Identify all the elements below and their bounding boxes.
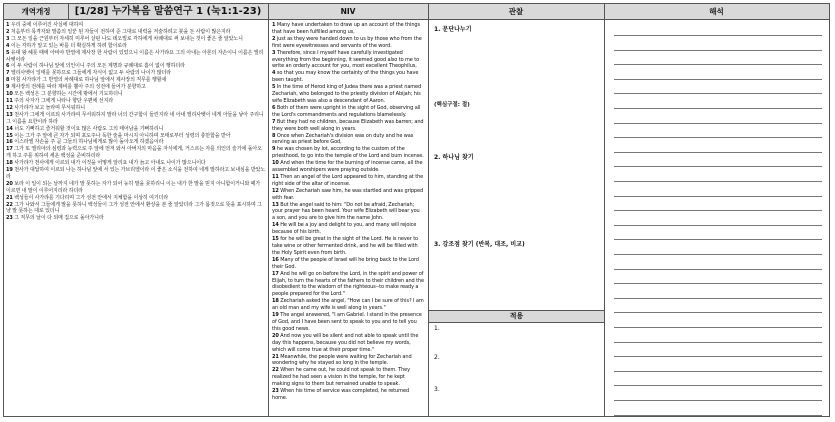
korean-verse-text: 그 직무의 날이 다 되매 집으로 돌아가니라 <box>12 215 104 222</box>
divider-korean-niv <box>268 4 269 416</box>
niv-verse <box>272 105 424 119</box>
niv-verse-number: 22 <box>272 367 279 374</box>
niv-verse-text: for he will be great in the sight of the Lord. He is never to take wine or other fermented drink, and he will be filled with the Holy Spirit even from birth. <box>272 236 419 256</box>
korean-verse-text: 이는 그가 주 앞에 큰 자가 되며 포도주나 독한 술을 마시지 아니하며 모태로부터 성령의 충만함을 받아 <box>12 132 231 139</box>
niv-verse <box>272 188 424 202</box>
korean-verse-number: 2 <box>6 28 10 35</box>
niv-verse-number: 7 <box>272 118 276 125</box>
page-title: [1/28] 누가복음 말씀연구 1 (눅1:1-23) <box>68 4 268 20</box>
interpretation-line <box>614 254 822 255</box>
niv-verse-text: When Zechariah saw him, he was startled and was gripped with fear. <box>272 187 424 201</box>
korean-verse-number: 17 <box>6 146 13 153</box>
niv-verse-number: 13 <box>272 201 279 208</box>
niv-verse <box>272 160 424 174</box>
interpretation-line <box>614 64 822 65</box>
interpretation-line <box>614 400 822 401</box>
niv-verse-number: 6 <box>272 104 276 111</box>
niv-verse-number: 1 <box>272 22 276 28</box>
niv-verse <box>272 333 424 354</box>
korean-verse-number: 22 <box>6 201 13 208</box>
niv-verse <box>272 271 424 299</box>
niv-verse <box>272 36 424 50</box>
korean-verse-text: 백성들이 사가랴를 기다리며 그가 성전 안에서 지체함을 이상히 여기더라 <box>12 194 169 201</box>
korean-verse-text: 엘리사벳이 잉태를 못하므로 그들에게 자식이 없고 두 사람의 나이가 많더라 <box>9 70 171 77</box>
interpretation-line <box>614 166 822 167</box>
niv-verse-text: And now you will be silent and not able to speak until the day this happens, because you did not believe my words, which will come true at their proper time." <box>272 332 419 353</box>
korean-verse-text: 마침 사가랴가 그 반열의 차례대로 하나님 앞에서 제사장의 직무를 행할새 <box>9 77 167 84</box>
interpretation-line <box>614 371 822 372</box>
interpretation-line <box>614 283 822 284</box>
niv-verse <box>272 312 424 333</box>
observation-item-find-god: 2. 하나님 찾기 <box>434 154 474 161</box>
niv-verse-text: just as they were handed down to us by those who from the first were eyewitnesses and servants of the word. <box>272 35 422 49</box>
niv-verse <box>272 222 424 236</box>
korean-verse-text: 너도 기뻐하고 즐거워할 것이요 많은 사람도 그의 태어남을 기뻐하리니 <box>12 125 164 132</box>
interpretation-line <box>614 108 822 109</box>
niv-verse-number: 10 <box>272 160 279 167</box>
niv-verse <box>272 367 424 388</box>
interpretation-line <box>614 269 822 270</box>
niv-verse-number: 9 <box>272 146 276 153</box>
korean-verse <box>6 167 266 181</box>
niv-verse-number: 19 <box>272 312 279 319</box>
interpretation-line <box>614 93 822 94</box>
korean-verse-number: 18 <box>6 160 13 167</box>
interpretation-line <box>614 35 822 36</box>
application-item-1: 1. <box>434 325 440 332</box>
interpretation-line <box>614 385 822 386</box>
korean-verse <box>6 50 266 64</box>
korean-verse-text: 사가랴가 보고 놀라며 무서워하니 <box>12 104 85 111</box>
niv-verse-text: When his time of service was completed, he returned home. <box>272 388 410 401</box>
observation-keyword-verse: (핵심구절: 절) <box>434 102 470 108</box>
korean-verse <box>6 195 266 202</box>
niv-verse-number: 4 <box>272 70 276 77</box>
niv-verse-text: And when the time for the burning of incense came, all the assembled worshipers were praying outside. <box>272 160 423 174</box>
korean-verse-text: 이는 각하가 알고 있는 바를 더 확실하게 하려 함이로라 <box>9 42 127 49</box>
interpretation-line <box>614 181 822 182</box>
korean-verse-text: 보라 이 일이 되는 날까지 네가 말 못하는 자가 되어 능히 말을 못하리니 이는 내가 한 말을 믿지 아니함이거니와 때가 이르면 내 말이 이루어지리라 하더라 <box>6 180 261 194</box>
korean-verse-number: 11 <box>6 97 13 104</box>
korean-verse <box>6 112 266 126</box>
korean-verse-text: 그 모든 일을 근원부터 자세히 미루어 살핀 나도 데오빌로 각하에게 차례대로 써 보내는 것이 좋은 줄 알았노니 <box>9 35 243 42</box>
niv-verse-number: 3 <box>272 49 276 56</box>
korean-verse-text: 제사장의 전례를 따라 제비를 뽑아 주의 성전에 들어가 분향하고 <box>9 84 146 91</box>
niv-verse-text: The angel answered, "I am Gabriel. I stand in the presence of God, and I have been sent to speak to you and to tell you this good news. <box>272 312 422 332</box>
interpretation-line <box>614 312 822 313</box>
interpretation-line <box>614 210 822 211</box>
korean-verse-text: 모든 백성은 그 분향하는 시간에 밖에서 기도하더니 <box>12 91 123 98</box>
korean-verse-number: 21 <box>6 194 13 201</box>
niv-verse-number: 20 <box>272 332 279 339</box>
korean-verse-text: 이 두 사람이 하나님 앞에 의인이니 주의 모든 계명과 규례대로 흠이 없이 행하더라 <box>9 63 185 70</box>
niv-verse-number: 21 <box>272 353 279 360</box>
korean-text-column <box>6 22 266 222</box>
interpretation-line <box>614 356 822 357</box>
application-item-2: 2. <box>434 354 440 361</box>
niv-verse-number: 8 <box>272 132 276 139</box>
niv-verse <box>272 354 424 368</box>
korean-verse-number: 14 <box>6 125 13 132</box>
korean-verse <box>6 202 266 216</box>
korean-verse-number: 1 <box>6 22 10 28</box>
divider-title-left <box>68 4 69 20</box>
niv-verse-number: 11 <box>272 173 279 180</box>
niv-verse-text: Both of them were upright in the sight of God, observing all the Lord's commandments and regulations blamelessly. <box>272 104 421 118</box>
niv-verse <box>272 298 424 312</box>
niv-verse-number: 12 <box>272 187 279 194</box>
niv-verse-text: so that you may know the certainty of the things you have been taught. <box>272 70 419 84</box>
korean-verse-number: 6 <box>6 63 10 70</box>
observation-item-paragraphs: 1. 문단나누기 <box>434 26 472 33</box>
niv-verse <box>272 22 424 36</box>
korean-verse <box>6 181 266 195</box>
korean-verse <box>6 22 266 29</box>
korean-verse <box>6 91 266 98</box>
korean-verse-text: 천사가 그에게 이르되 사가랴여 무서워하지 말라 너의 간구함이 들린지라 네 아내 엘리사벳이 네게 아들을 낳아 주리니 그 이름을 요한이라 하라 <box>6 111 264 125</box>
korean-verse-number: 5 <box>6 49 10 56</box>
korean-verse-text: 그가 나와서 그들에게 말을 못하니 백성들이 그가 성전 안에서 환상을 본 줄 알았더라 그가 몸짓으로 뜻을 표시하며 그냥 말 못하는 대로 있더니 <box>6 201 262 215</box>
niv-verse-text: And he will go on before the Lord, in the spirit and power of Elijah, to turn the hearts of the fathers to their children and the disobedient to the wisdom of the righteous--to make ready a people prepared for the Lord." <box>272 270 425 298</box>
niv-verse-text: he was chosen by lot, according to the custom of the priesthood, to go into the temple of the Lord and burn incense. <box>272 146 424 160</box>
korean-verse-text: 천사가 대답하여 이르되 나는 하나님 앞에 서 있는 가브리엘이라 이 좋은 소식을 전하여 네게 말하라고 보내심을 받았노라 <box>6 167 266 180</box>
interpretation-line <box>614 239 822 240</box>
observation-item-emphasis: 3. 강조점 찾기 (반복, 대조, 비교) <box>434 241 525 248</box>
korean-verse <box>6 126 266 133</box>
interpretation-line <box>614 327 822 328</box>
korean-verse-number: 4 <box>6 42 10 49</box>
niv-verse <box>272 50 424 71</box>
niv-verse-number: 17 <box>272 270 279 277</box>
niv-verse-number: 23 <box>272 388 279 395</box>
interpretation-line <box>614 79 822 80</box>
interpretation-line <box>614 415 822 416</box>
korean-verse-number: 9 <box>6 84 10 91</box>
korean-verse-text: 우리 중에 이루어진 사실에 대하여 <box>9 22 84 28</box>
niv-verse <box>272 133 424 147</box>
korean-verse <box>6 36 266 43</box>
niv-verse-text: Zechariah asked the angel, "How can I be sure of this? I am an old man and my wife is well along in years." <box>272 298 424 312</box>
niv-verse-text: When he came out, he could not speak to them. They realized he had seen a vision in the temple, for he kept making signs to them but remained unable to speak. <box>272 367 411 388</box>
niv-text-column <box>272 22 424 402</box>
interpretation-line <box>614 137 822 138</box>
korean-verse <box>6 105 266 112</box>
interpretation-line <box>614 123 822 124</box>
korean-verse-number: 3 <box>6 35 10 42</box>
niv-verse-number: 5 <box>272 84 276 91</box>
korean-verse-text: 유대 왕 헤롯 때에 아비야 반열에 제사장 한 사람이 있었으니 이름은 사가랴요 그의 아내는 아론의 자손이니 이름은 엘리사벳이라 <box>6 49 264 63</box>
korean-verse <box>6 98 266 105</box>
niv-verse-text: Then an angel of the Lord appeared to him, standing at the right side of the altar of incense. <box>272 173 424 187</box>
niv-verse-text: Meanwhile, the people were waiting for Zechariah and wondering why he stayed so long in the temple. <box>272 353 412 367</box>
niv-verse-number: 2 <box>272 35 276 42</box>
korean-verse-number: 13 <box>6 111 13 118</box>
korean-verse <box>6 146 266 160</box>
worksheet <box>3 3 830 417</box>
niv-verse-number: 14 <box>272 222 279 229</box>
korean-verse <box>6 29 266 36</box>
application-header: 적용 <box>429 310 604 323</box>
niv-verse-text: In the time of Herod king of Judea there was a priest named Zechariah, who belonged to the priestly division of Abijah; his wife Elizabeth was also a descendant of Aaron. <box>272 84 422 104</box>
divider-observation-interpretation <box>604 4 605 416</box>
korean-verse-number: 10 <box>6 91 13 98</box>
niv-verse-number: 16 <box>272 256 279 263</box>
korean-verse-number: 23 <box>6 215 13 222</box>
niv-verse <box>272 119 424 133</box>
korean-verse-number: 15 <box>6 132 13 139</box>
korean-verse-number: 12 <box>6 104 13 111</box>
niv-verse <box>272 202 424 223</box>
korean-verse <box>6 160 266 167</box>
korean-verse-text: 사가랴가 천사에게 이르되 내가 이것을 어떻게 알리요 내가 늙고 아내도 나이가 많으니이다 <box>12 160 206 167</box>
korean-verse <box>6 215 266 222</box>
application-item-3: 3. <box>434 386 440 393</box>
niv-verse-text: Many have undertaken to draw up an account of the things that have been fulfilled among us, <box>272 22 420 35</box>
niv-verse-text: Once when Zechariah's division was on duty and he was serving as priest before God, <box>272 132 414 146</box>
niv-verse <box>272 388 424 402</box>
niv-verse-text: But they had no children, because Elizabeth was barren; and they were both well along in years. <box>272 118 424 132</box>
niv-verse-text: Therefore, since I myself have carefully investigated everything from the beginning, it seemed good also to me to write an orderly account for you, most excellent Theophilus, <box>272 49 420 70</box>
korean-verse-number: 7 <box>6 70 10 77</box>
korean-verse-number: 20 <box>6 180 13 187</box>
niv-verse-number: 18 <box>272 298 279 305</box>
version-header: 개역개정 <box>4 4 68 20</box>
niv-verse <box>272 236 424 257</box>
niv-header: NIV <box>268 4 428 20</box>
korean-verse-text: 이스라엘 자손을 주 곧 그들의 하나님에게로 많이 돌아오게 하겠음이라 <box>12 139 164 146</box>
divider-niv-observation <box>428 4 429 416</box>
niv-verse-text: Many of the people of Israel will he bring back to the Lord their God. <box>272 256 419 270</box>
niv-verse <box>272 257 424 271</box>
interpretation-line <box>614 152 822 153</box>
korean-verse-text: 처음부터 목격자와 말씀의 일꾼 된 자들이 전하여 준 그대로 내력을 저술하려고 붓을 든 사람이 많은지라 <box>9 28 231 35</box>
korean-verse-text: 주의 사자가 그에게 나타나 향단 우편에 선지라 <box>12 97 114 104</box>
niv-verse <box>272 146 424 160</box>
interpretation-line <box>614 225 822 226</box>
interpretation-line <box>614 50 822 51</box>
korean-verse-number: 16 <box>6 139 13 146</box>
niv-verse-text: But the angel said to him: "Do not be afraid, Zechariah; your prayer has been heard. Your wife Elizabeth will bear you a son, and you are to give him the name John. <box>272 201 420 222</box>
korean-verse-number: 19 <box>6 167 13 174</box>
interpretation-line <box>614 298 822 299</box>
niv-verse-text: He will be a joy and delight to you, and many will rejoice because of his birth, <box>272 222 417 236</box>
interpretation-line <box>614 342 822 343</box>
korean-verse <box>6 43 266 50</box>
korean-verse-text: 그가 또 엘리야의 심령과 능력으로 주 앞에 먼저 와서 아버지의 마음을 자식에게, 거스르는 자를 의인의 슬기에 돌아오게 하고 주를 위하여 세운 백성을 준비하리라 <box>6 146 262 160</box>
interpretation-line <box>614 196 822 197</box>
interpretation-header: 해석 <box>604 4 829 20</box>
korean-verse-number: 8 <box>6 77 10 84</box>
observation-header: 관찰 <box>428 4 604 20</box>
niv-verse-number: 15 <box>272 236 279 243</box>
niv-verse <box>272 70 424 84</box>
niv-verse <box>272 174 424 188</box>
niv-verse <box>272 84 424 105</box>
